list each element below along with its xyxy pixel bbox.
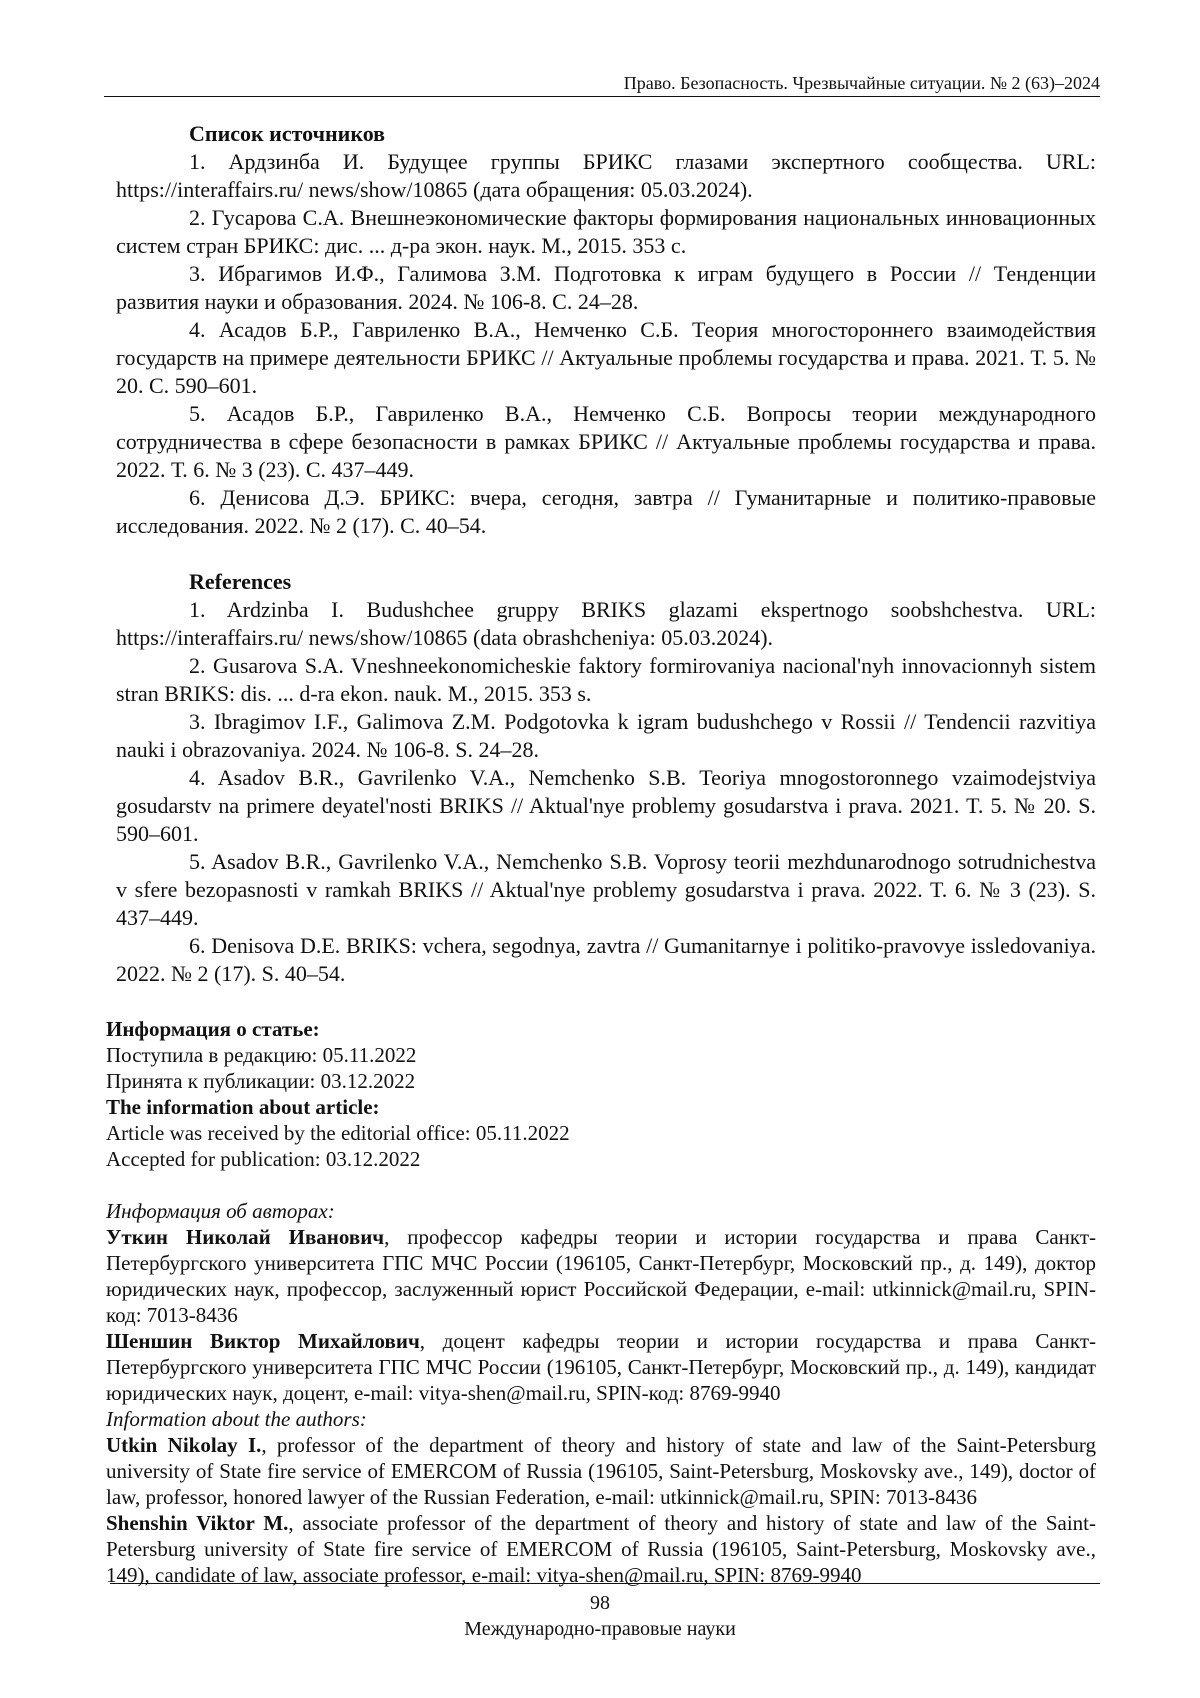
reference-item: 2. Gusarova S.A. Vneshneekonomicheskie faktory formirovaniya nacional'nyh innovacionnyh sistem stran BRIKS: dis. ... d-ra ekon. nauk. M., 2015. 353 s. <box>116 653 1096 706</box>
source-item: 3. Ибрагимов И.Ф., Галимова З.М. Подготовка к играм будущего в России // Тенденции развития науки и образования. 2024. № 106-8. С. 24–28. <box>116 261 1096 314</box>
source-item: 6. Денисова Д.Э. БРИКС: вчера, сегодня, завтра // Гуманитарные и политико-правовые исследования. 2022. № 2 (17). С. 40–54. <box>116 485 1096 538</box>
source-item: 1. Ардзинба И. Будущее группы БРИКС глазами экспертного сообщества. URL: https://interaffairs.ru/ news/show/10865 (дата обращения: 05.03.2024). <box>116 149 1096 202</box>
received-date-en: Article was received by the editorial office: 05.11.2022 <box>106 1121 570 1145</box>
received-date-ru: Поступила в редакцию: 05.11.2022 <box>106 1043 417 1067</box>
authors-title-en: Information about the authors: <box>106 1407 367 1431</box>
author-details: , доцент кафедры теории и истории государства и права Санкт-Петербургского университета ГПС МЧС России (196105, Санкт-Петербург, Московский пр., д. 149), кандидат юридических наук, доцент, e-mail: vitya-shen@mail.ru, SPIN-код: 8769-9940 <box>106 1329 1096 1405</box>
footer-rule <box>110 1583 1100 1584</box>
author-details: , профессор кафедры теории и истории государства и права Санкт-Петербургского университета ГПС МЧС России (196105, Санкт-Петербург, Московский пр., д. 149), доктор юридических наук, профессор, заслуженный юрист Российской Федерации, e-mail: utkinnick@mail.ru, SPIN-код: 7013-8436 <box>106 1225 1096 1327</box>
references-section <box>116 568 1096 988</box>
page-number: 98 <box>590 1592 610 1614</box>
footer-section-title: Международно-правовые науки <box>464 1618 736 1640</box>
page-body <box>106 120 1096 1588</box>
author-entry <box>106 1224 1096 1328</box>
article-info-title: Информация о статье: <box>106 1017 320 1041</box>
reference-item: 1. Ardzinba I. Budushchee gruppy BRIKS glazami ekspertnogo soobshchestva. URL: https://interaffairs.ru/ news/show/10865 (data obrashcheniya: 05.03.2024). <box>116 597 1096 650</box>
references-title: References <box>189 569 292 594</box>
reference-item: 6. Denisova D.E. BRIKS: vchera, segodnya, zavtra // Gumanitarnye i politiko-pravovye issledovaniya. 2022. № 2 (17). S. 40–54. <box>116 933 1096 986</box>
author-details: , professor of the department of theory and history of state and law of the Saint-Petersburg university of State fire service of EMERCOM of Russia (196105, Saint-Petersburg, Moskovsky ave., 149), doctor of law, professor, honored lawyer of the Russian Federation, e-mail: utkinnick@mail.ru, SPIN: 7013-8436 <box>106 1433 1096 1509</box>
sources-section <box>116 120 1096 540</box>
reference-item: 3. Ibragimov I.F., Galimova Z.M. Podgotovka k igram budushchego v Rossii // Tendencii razvitiya nauki i obrazovaniya. 2024. № 106-8. S. 24–28. <box>116 709 1096 762</box>
author-entry <box>106 1328 1096 1406</box>
source-item: 5. Асадов Б.Р., Гавриленко В.А., Немченко С.Б. Вопросы теории международного сотрудничества в сфере безопасности в рамках БРИКС // Актуальные проблемы государства и права. 2022. Т. 6. № 3 (23). С. 437–449. <box>116 401 1096 482</box>
accepted-date-en: Accepted for publication: 03.12.2022 <box>106 1147 421 1171</box>
sources-title: Список источников <box>189 121 386 146</box>
reference-item: 5. Asadov B.R., Gavrilenko V.A., Nemchenko S.B. Voprosy teorii mezhdunarodnogo sotrudnichestva v sfere bezopasnosti v ramkah BRIKS // Aktual'nye problemy gosudarstva i prava. 2022. T. 6. № 3 (23). S. 437–449. <box>116 849 1096 930</box>
reference-item: 4. Asadov B.R., Gavrilenko V.A., Nemchenko S.B. Teoriya mnogostoronnego vzaimodejstviya gosudarstv na primere deyatel'nosti BRIKS // Aktual'nye problemy gosudarstva i prava. 2021. T. 5. № 20. S. 590–601. <box>116 765 1096 846</box>
running-header: Право. Безопасность. Чрезвычайные ситуации. № 2 (63)–2024 <box>623 73 1100 93</box>
author-entry-en <box>106 1510 1096 1588</box>
authors-section <box>106 1198 1096 1588</box>
article-info-section <box>106 1016 1096 1172</box>
authors-title: Информация об авторах: <box>106 1199 335 1223</box>
author-name: Шеншин Виктор Михайлович <box>106 1329 420 1353</box>
author-name: Utkin Nikolay I. <box>106 1433 262 1457</box>
author-name: Уткин Николай Иванович <box>106 1225 385 1249</box>
header-rule <box>104 96 1100 97</box>
author-entry-en <box>106 1432 1096 1510</box>
accepted-date-ru: Принята к публикации: 03.12.2022 <box>106 1069 416 1093</box>
article-info-title-en: The information about article: <box>106 1095 380 1119</box>
source-item: 2. Гусарова С.А. Внешнеэкономические факторы формирования национальных инновационных систем стран БРИКС: дис. ... д-ра экон. наук. М., 2015. 353 с. <box>116 205 1096 258</box>
source-item: 4. Асадов Б.Р., Гавриленко В.А., Немченко С.Б. Теория многостороннего взаимодействия государств на примере деятельности БРИКС // Актуальные проблемы государства и права. 2021. Т. 5. № 20. С. 590–601. <box>116 317 1096 398</box>
author-name: Shenshin Viktor M. <box>106 1511 289 1535</box>
author-details: , associate professor of the department of theory and history of state and law of the Saint-Petersburg university of State fire service of EMERCOM of Russia (196105, Saint-Petersburg, Moskovsky ave., 149), candidate of law, associate professor, e-mail: vitya-shen@mail.ru, SPIN: 8769-9940 <box>106 1511 1096 1587</box>
